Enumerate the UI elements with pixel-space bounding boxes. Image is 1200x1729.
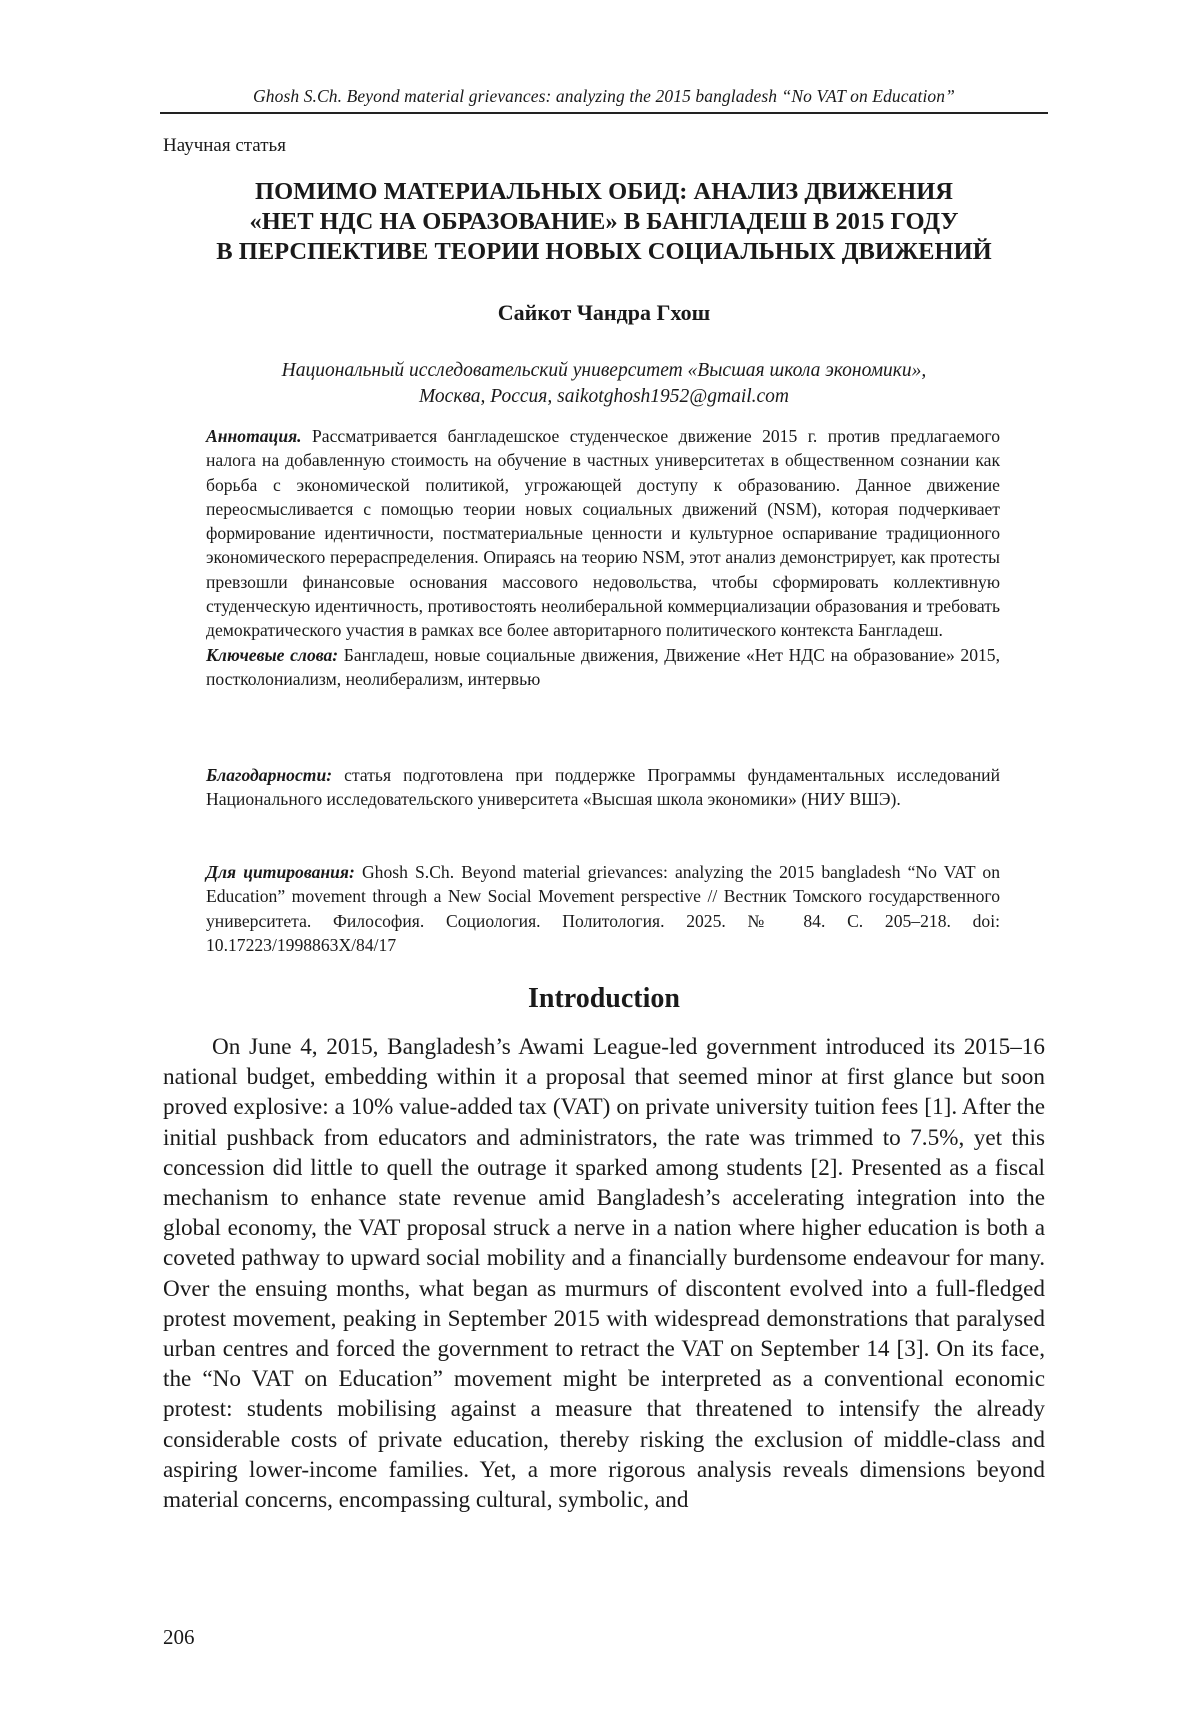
abstract-block [206, 424, 1000, 691]
article-title [150, 177, 1058, 267]
acknowledgements-label: Благодарности: [206, 765, 333, 785]
citation-text: Ghosh S.Ch. Beyond material grievances: analyzing the 2015 bangladesh “No VAT on Education” movement through a New Social Movement perspective // Вестник Томского государственного университета. Философия. Социология. Политология. 2025. № 84. С. 205–218. doi: 10.17223/1998863Х/84/17 [206, 862, 1001, 955]
keywords [206, 643, 1000, 692]
body-paragraph: On June 4, 2015, Bangladesh’s Awami League-led government introduced its 2015–16 national budget, embedding within it a proposal that seemed minor at first glance but soon proved explosive: a 10% value-added tax (VAT) on private university tuition fees [1]. After the initial pushback from educators and administrators, the rate was trimmed to 7.5%, yet this concession did little to quell the outrage it sparked among students [2]. Presented as a fiscal mechanism to enhance state revenue amid Bangladesh’s accelerating integration into the global economy, the VAT proposal struck a nerve in a nation where higher education is both a coveted pathway to upward social mobility and a financially burdensome endeavour for many. Over the ensuing months, what began as murmurs of discontent evolved into a full-fledged protest movement, peaking in September 2015 with widespread demonstrations that paralysed urban centres and forced the government to retract the VAT on September 14 [3]. On its face, the “No VAT on Education” movement might be interpreted as a conventional economic protest: students mobilising against a measure that threatened to intensify the already considerable costs of private education, thereby risking the exclusion of middle-class and aspiring lower-income families. Yet, a more rigorous analysis reveals dimensions beyond material concerns, encompassing cultural, symbolic, and [163, 1034, 1045, 1514]
acknowledgements [206, 763, 1000, 812]
abstract-label: Аннотация. [206, 426, 302, 446]
abstract [206, 424, 1000, 643]
acknowledgements-text: статья подготовлена при поддержке Программы фундаментальных исследований Национального исследовательского университета «Высшая школа экономики» (НИУ ВШЭ). [206, 765, 1000, 810]
header-rule [160, 112, 1048, 114]
title-line-1: ПОМИМО МАТЕРИАЛЬНЫХ ОБИД: АНАЛИЗ ДВИЖЕНИЯ [255, 178, 953, 205]
author-name: Сайкот Чандра Гхош [497, 300, 711, 325]
affiliation-line-2: Москва, Россия, saikotghosh1952@gmail.com [418, 386, 790, 407]
running-header: Ghosh S.Ch. Beyond material grievances: analyzing the 2015 bangladesh “No VAT on Education” [253, 86, 955, 106]
citation [206, 860, 1000, 957]
section-heading: Introduction [528, 983, 680, 1014]
article-type: Научная статья [163, 135, 286, 156]
author-affiliation [160, 358, 1048, 410]
keywords-label: Ключевые слова: [206, 644, 339, 665]
title-line-2: «НЕТ НДС НА ОБРАЗОВАНИЕ» В БАНГЛАДЕШ В 2015 ГОДУ [249, 208, 959, 235]
abstract-text: Рассматривается бангладешское студенческое движение 2015 г. против предлагаемого налога на добавленную стоимость на обучение в частных университетах в общественном сознании как борьба с экономической политикой, угрожающей доступу к образованию. Данное движение переосмысливается с помощью теории новых социальных движений (NSM), которая подчеркивает формирование идентичности, постматериальные ценности и культурное оспаривание традиционного экономического перераспределения. Опираясь на теорию NSM, этот анализ демонстрирует, как протесты превзошли финансовые основания массового недовольства, чтобы сформировать коллективную студенческую идентичность, противостоять неолиберальной коммерциализации образования и требовать демократического участия в рамках все более авторитарного политического контекста Бангладеш. [206, 426, 1001, 641]
page-number: 206 [163, 1625, 195, 1649]
affiliation-line-1: Национальный исследовательский университет «Высшая школа экономики», [281, 360, 927, 381]
citation-label: Для цитирования: [206, 862, 355, 882]
keywords-text: Бангладеш, новые социальные движения, Движение «Нет НДС на образование» 2015, постколониализм, неолиберализм, интервью [206, 644, 1000, 689]
title-line-3: В ПЕРСПЕКТИВЕ ТЕОРИИ НОВЫХ СОЦИАЛЬНЫХ ДВИЖЕНИЙ [216, 238, 992, 265]
